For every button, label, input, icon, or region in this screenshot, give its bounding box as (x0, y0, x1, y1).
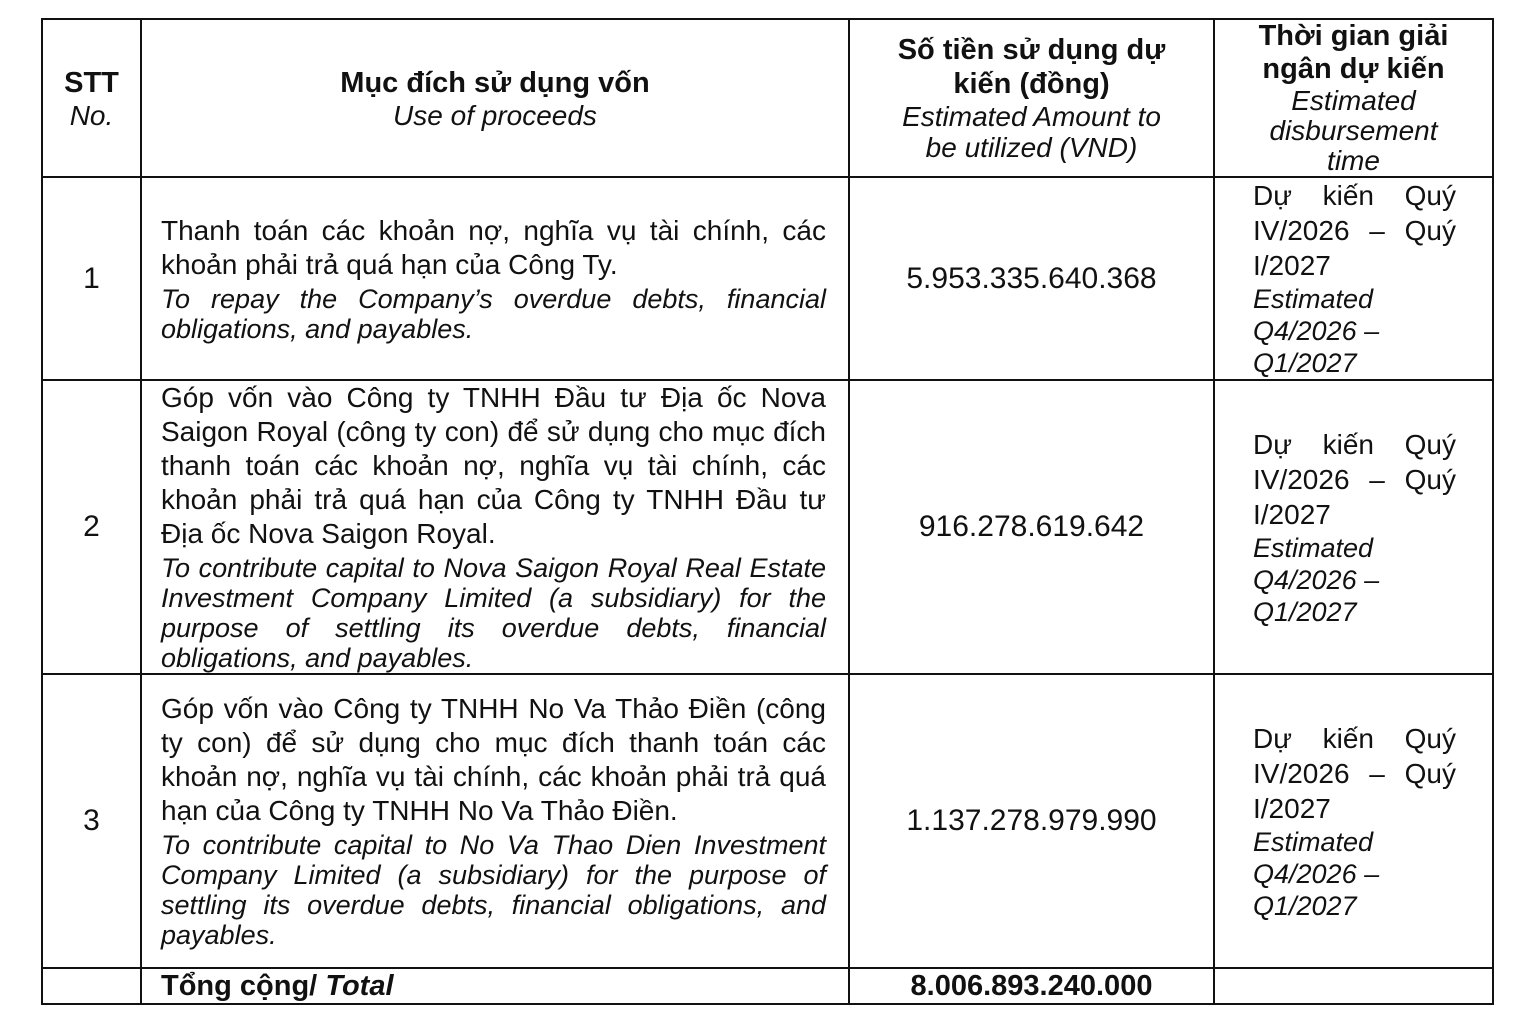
table-row (42, 380, 1493, 674)
row-time (1214, 380, 1493, 674)
header-purpose-vi: Mục đích sử dụng vốn (340, 66, 650, 99)
header-time-vi: Thời gian giải ngân dự kiến (1258, 20, 1449, 85)
row-time-vi: Dự kiến Quý IV/2026 – Quý I/2027 (1253, 428, 1456, 530)
header-stt (42, 19, 141, 177)
row-purpose (141, 674, 849, 968)
row-purpose-en: To repay the Company’s overdue debts, financial obligations, and payables. (161, 283, 826, 344)
total-row (42, 968, 1493, 1004)
header-stt-vi: STT (64, 66, 119, 99)
row-amount: 5.953.335.640.368 (849, 177, 1214, 380)
row-purpose (141, 177, 849, 380)
row-time-en: Estimated Q4/2026 – Q1/2027 (1253, 532, 1380, 627)
row-purpose-vi: Góp vốn vào Công ty TNHH Đầu tư Địa ốc Nova Saigon Royal (công ty con) để sử dụng cho mục đích thanh toán các khoản nợ, nghĩa vụ tài chính, các khoản phải trả quá hạn của Công ty TNHH Đầu tư Địa ốc Nova Saigon Royal. (161, 382, 826, 549)
header-stt-en: No. (69, 99, 114, 131)
table-row (42, 674, 1493, 968)
row-amount: 1.137.278.979.990 (849, 674, 1214, 968)
row-purpose-en: To contribute capital to No Va Thao Dien Investment Company Limited (a subsidiary) for the purpose of settling its overdue debts, financial obligations, and payables. (161, 830, 826, 950)
header-amount-vi: Số tiền sử dụng dự kiến (đồng) (897, 34, 1166, 100)
row-purpose-vi: Thanh toán các khoản nợ, nghĩa vụ tài chính, các khoản phải trả quá hạn của Công Ty. (161, 214, 826, 280)
table-row (42, 177, 1493, 380)
use-of-proceeds-table (41, 18, 1494, 1005)
row-purpose-en: To contribute capital to Nova Saigon Royal Real Estate Investment Company Limited (a subsidiary) for the purpose of settling its overdue debts, financial obligations, and payables. (161, 553, 826, 673)
row-purpose-vi: Góp vốn vào Công ty TNHH No Va Thảo Điền (công ty con) để sử dụng cho mục đích thanh toán các khoản nợ, nghĩa vụ tài chính, các khoản phải trả quá hạn của Công ty TNHH No Va Thảo Điền. (161, 693, 826, 826)
row-time (1214, 674, 1493, 968)
header-amount (849, 19, 1214, 177)
row-amount: 916.278.619.642 (849, 380, 1214, 674)
total-label-vi: Tổng cộng/ (161, 969, 326, 1002)
header-time-en: Estimated disbursement time (1269, 85, 1438, 176)
row-number: 1 (42, 177, 141, 380)
row-purpose (141, 380, 849, 674)
header-purpose-en: Use of proceeds (393, 99, 597, 131)
header-row (42, 19, 1493, 177)
row-time-vi: Dự kiến Quý IV/2026 – Quý I/2027 (1253, 180, 1456, 281)
row-time (1214, 177, 1493, 380)
row-time-en: Estimated Q4/2026 – Q1/2027 (1253, 826, 1380, 921)
total-empty-cell (42, 968, 141, 1004)
row-number: 3 (42, 674, 141, 968)
total-label-en: Total (325, 969, 394, 1002)
row-time-en: Estimated Q4/2026 – Q1/2027 (1253, 284, 1380, 378)
total-label (141, 968, 849, 1004)
total-time-empty-cell (1214, 968, 1493, 1004)
total-amount: 8.006.893.240.000 (849, 968, 1214, 1004)
header-time (1214, 19, 1493, 177)
header-amount-en: Estimated Amount to be utilized (VND) (902, 101, 1161, 163)
header-purpose (141, 19, 849, 177)
row-time-vi: Dự kiến Quý IV/2026 – Quý I/2027 (1253, 722, 1456, 824)
row-number: 2 (42, 380, 141, 674)
